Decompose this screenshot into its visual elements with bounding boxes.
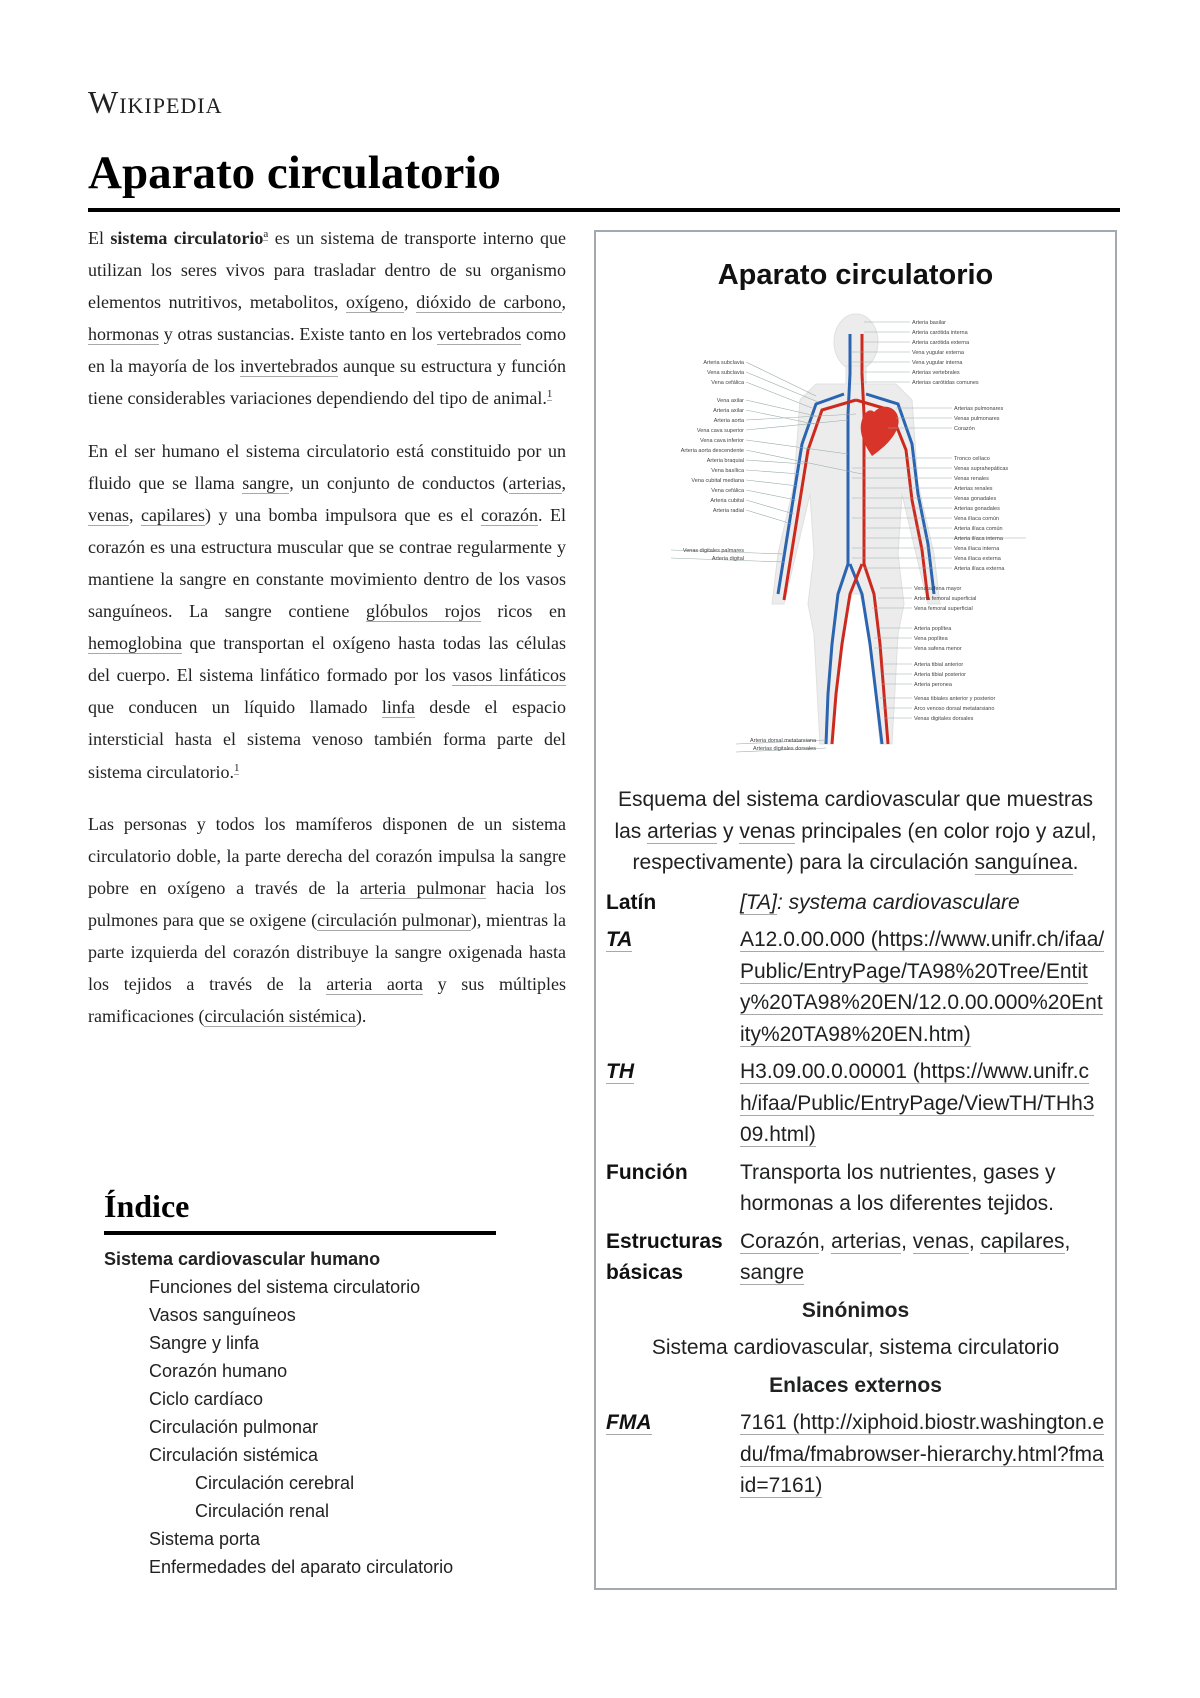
link-fma-value[interactable]: 7161 (http://xiphoid.biostr.washington.edu/fma/fmabrowser-hierarchy.html?fmaid=7161) (740, 1411, 1105, 1497)
row-value (740, 924, 1105, 1050)
toc-item[interactable]: Circulación renal (195, 1501, 330, 1521)
infobox-row-ta (596, 924, 1115, 1050)
bold-term: sistema circulatorio (110, 228, 264, 248)
paragraph-1 (88, 222, 566, 415)
infobox (594, 230, 1117, 1590)
figure-label: Venas pulmonares (953, 416, 1000, 422)
infobox-row-latin (596, 887, 1115, 919)
separator: , (1064, 1229, 1071, 1253)
text: principales (en color rojo y azul, respectivamente) para la circulación (632, 819, 1097, 874)
link-sanguinea[interactable]: sanguínea (974, 851, 1073, 874)
link-arteria-pulmonar[interactable]: arteria pulmonar (359, 877, 486, 898)
figure-label: Venas digitales dorsales (913, 716, 973, 722)
link-capilares[interactable]: capilares (141, 504, 205, 525)
link-ta-value[interactable]: A12.0.00.000 (https://www.unifr.ch/ifaa/Public/EntryPage/TA98%20Tree/Entity%20TA98%20EN/12.0.00.000%20Entity%20TA98%20EN.htm) (740, 928, 1105, 1046)
link-arterias[interactable]: arterias (831, 1229, 902, 1253)
figure-label: Arteria carótida interna (911, 330, 968, 336)
figure-label: Vena cubital mediana (690, 478, 744, 484)
figure-label: Arterias vertebrales (911, 370, 960, 376)
figure-label: Arterias gonadales (953, 506, 1000, 512)
figure-label: Vena ilíaca común (953, 516, 999, 522)
link-vasos-linfaticos[interactable]: vasos linfáticos (452, 665, 567, 686)
figure-label: Arteria ilíaca interna (953, 536, 1003, 542)
text: , (561, 472, 566, 493)
row-value (740, 1407, 1105, 1502)
text: , (128, 504, 141, 525)
figure-label: Vena ilíaca externa (953, 556, 1001, 562)
figure-label: Arteria tibial anterior (913, 662, 963, 668)
link-sangre[interactable]: sangre (740, 1261, 805, 1284)
row-label: Estructuras básicas (606, 1229, 723, 1284)
link-ta[interactable]: [TA] (740, 890, 777, 914)
link-arterias[interactable]: arterias (647, 819, 718, 843)
figure-label: Venas renales (953, 476, 989, 482)
figure-label: Vena cava superior (696, 428, 744, 434)
figure-label: Corazón (953, 426, 975, 432)
text: Esquema del sistema cardiovascular que muestras las (614, 788, 1094, 843)
link-sangre[interactable]: sangre (242, 472, 290, 493)
reference-1[interactable]: 1 (233, 761, 240, 774)
link-ta-label[interactable]: TA (606, 928, 633, 951)
text: Las personas y todos los mamíferos disponen de un sistema circulatorio doble, la parte derecha del corazón impulsa la sangre pobre en oxígeno a través de la (88, 813, 566, 898)
link-hemoglobina[interactable]: hemoglobina (88, 633, 182, 654)
figure-label: Arteria ilíaca común (953, 526, 1003, 532)
text: hacia los pulmones para que se oxigene ( (88, 877, 566, 930)
row-label (606, 1407, 740, 1502)
text: que conducen un líquido llamado (88, 697, 382, 718)
figure-label: Vena cefálica (710, 380, 744, 386)
paragraph-3 (88, 808, 566, 1033)
text: . (1072, 851, 1079, 874)
figure-label: Venas tibiales anterior y posterior (913, 696, 995, 702)
text: El (88, 228, 111, 248)
figure-label: Arteria digital (711, 556, 744, 562)
text: desde el espacio intersticial hasta el sistema venoso también forma parte del sistema circulatorio. (88, 697, 566, 782)
sinonimos-heading: Sinónimos (801, 1298, 910, 1322)
link-venas[interactable]: venas (739, 819, 796, 843)
figure-label: Arterias renales (953, 486, 993, 492)
figure-label: Vena ilíaca interna (953, 546, 999, 552)
link-globulos-rojos[interactable]: glóbulos rojos (366, 601, 481, 622)
row-value (740, 887, 1105, 919)
text: , (404, 292, 417, 313)
figure-label: Arterias pulmonares (953, 406, 1003, 412)
figure-label: Arteria dorsal metatarsiana (749, 738, 816, 744)
toc-title: Índice (104, 1188, 190, 1224)
figure-label: Arteria aorta (713, 418, 744, 424)
text: . El corazón es una estructura muscular que se contrae regularmente y mantiene la sangre en constante movimiento dentro de los vasos sanguíneos. La sangre contiene (88, 504, 566, 622)
separator: , (901, 1229, 913, 1253)
row-label: Latín (606, 890, 657, 914)
infobox-row-estructuras (596, 1226, 1115, 1289)
figure-label: Vena basílica (710, 468, 744, 474)
text: , un conjunto de conductos ( (289, 472, 509, 493)
text: ), mientras la parte izquierda del corazón distribuye la sangre oxigenada hasta los tejidos a través de la (88, 909, 566, 995)
link-circulacion-sistemica[interactable]: circulación sistémica (204, 1006, 356, 1027)
figure-label: Vena yugular interna (911, 360, 962, 366)
figure-label: Arteria peronea (913, 682, 952, 688)
sinonimos-value: Sistema cardiovascular, sistema circulatorio (651, 1336, 1060, 1359)
figure-label: Arco venoso dorsal metatarsiano (913, 706, 994, 712)
figure-label: Venas digitales palmares (682, 548, 744, 554)
toc-item[interactable]: Sistema cardiovascular humano (104, 1249, 381, 1269)
body-silhouette (772, 314, 940, 744)
figure-label: Arteria braquial (706, 458, 744, 464)
figure-label: Arterias carótidas comunes (911, 380, 979, 386)
figure-label: Vena cava inferior (699, 438, 744, 444)
row-value: Transporta los nutrientes, gases y hormonas a los diferentes tejidos. (740, 1160, 1056, 1215)
toc-item[interactable]: Corazón humano (149, 1361, 288, 1381)
link-venas[interactable]: venas (912, 1229, 969, 1253)
link-arterias[interactable]: arterias (508, 472, 562, 493)
link-hormonas[interactable]: hormonas (88, 324, 159, 345)
toc-item[interactable]: Sangre y linfa (149, 1333, 260, 1353)
link-fma-label[interactable]: FMA (606, 1411, 652, 1434)
link-linfa[interactable]: linfa (381, 697, 415, 718)
link-venas[interactable]: venas (88, 504, 129, 525)
figure-label: Tronco celíaco (953, 456, 990, 462)
link-arteria-aorta[interactable]: arteria aorta (326, 974, 423, 995)
article-body (88, 222, 566, 1052)
separator: , (968, 1229, 981, 1253)
link-corazon[interactable]: corazón (481, 504, 538, 525)
figure-label: Arteria basilar (911, 320, 946, 326)
link-th-value[interactable]: H3.09.00.0.00001 (https://www.unifr.ch/ifaa/Public/EntryPage/ViewTH/THh309.html) (740, 1060, 1095, 1146)
infobox-caption (614, 784, 1097, 879)
link-vertebrados[interactable]: vertebrados (437, 324, 522, 345)
row-value (740, 1226, 1105, 1289)
toc-item[interactable]: Vasos sanguíneos (149, 1305, 296, 1325)
toc-divider (104, 1231, 496, 1235)
figure-label: Arteria femoral superficial (913, 596, 976, 602)
separator: , (819, 1229, 832, 1253)
text: es un sistema de transporte interno que utilizan los seres vivos para trasladar dentro de su organismo elementos nutritivos, metabolitos, (88, 228, 566, 313)
text: En el ser humano el sistema circulatorio está constituido por un fluido que se llama (88, 440, 566, 493)
enlaces-heading: Enlaces externos (769, 1373, 942, 1397)
text: y sus múltiples ramificaciones ( (88, 974, 567, 1027)
text: que transportan el oxígeno hasta todas las células del cuerpo. El sistema linfático formado por los (88, 633, 566, 686)
infobox-row-funcion (596, 1157, 1115, 1220)
page-title: Aparato circulatorio (88, 147, 501, 199)
figure-label: Venas gonadales (953, 496, 996, 502)
text: aunque su estructura y función tiene considerables variaciones dependiendo del tipo de animal. (88, 356, 567, 409)
link-oxigeno[interactable]: oxígeno (346, 292, 404, 313)
figure-label: Arterias digitales dorsales (752, 746, 816, 752)
toc-item[interactable]: Funciones del sistema circulatorio (149, 1277, 421, 1297)
link-corazon[interactable]: Corazón (740, 1229, 820, 1253)
figure-label: Arteria cubital (709, 498, 744, 504)
text: ricos en (480, 601, 567, 622)
link-invertebrados[interactable]: invertebrados (240, 356, 338, 377)
toc-item[interactable]: Circulación cerebral (195, 1473, 355, 1493)
infobox-row-fma (596, 1407, 1115, 1502)
paragraph-2 (88, 435, 566, 788)
figure-label: Vena yugular externa (911, 350, 964, 356)
toc-item[interactable]: Ciclo cardíaco (149, 1389, 264, 1409)
infobox-title: Aparato circulatorio (717, 259, 994, 291)
toc-item[interactable]: Circulación pulmonar (149, 1417, 319, 1437)
link-circulacion-pulmonar[interactable]: circulación pulmonar (317, 909, 471, 930)
note-ref[interactable]: a (263, 228, 269, 240)
toc-item[interactable]: Enfermedades del aparato circulatorio (149, 1557, 454, 1577)
figure-label: Arteria ilíaca externa (953, 566, 1004, 572)
wikipedia-logo[interactable]: Wikipedia (88, 84, 223, 120)
figure-label: Venas suprahepáticas (953, 466, 1008, 472)
row-label (606, 924, 740, 1050)
figure-label: Arteria carótida externa (911, 340, 969, 346)
figure-label: Arteria tibial posterior (913, 672, 966, 678)
text: como en la mayoría de los (88, 324, 567, 377)
figure-label: Vena safena menor (913, 646, 962, 652)
table-of-contents (104, 1188, 504, 1581)
figure-label: Arteria poplítea (913, 626, 951, 632)
infobox-row-th (596, 1056, 1115, 1151)
figure-label: Arteria axilar (712, 408, 744, 414)
figure-label: Vena cefálica (710, 488, 744, 494)
circulatory-system-diagram[interactable] (666, 304, 1046, 774)
figure-label: Vena poplítea (913, 636, 948, 642)
toc-item[interactable]: Circulación sistémica (149, 1445, 319, 1465)
link-dioxido-carbono[interactable]: dióxido de carbono (416, 292, 562, 313)
link-th-label[interactable]: TH (606, 1060, 634, 1083)
row-label: Función (606, 1160, 688, 1184)
figure-label: Vena subclavia (706, 370, 744, 376)
text: ) y una bomba impulsora que es el (204, 504, 482, 525)
row-label (606, 1056, 740, 1151)
reference-1[interactable]: 1 (546, 388, 553, 401)
link-capilares[interactable]: capilares (980, 1229, 1065, 1253)
figure-label: Arteria subclavia (702, 360, 744, 366)
text: ). (355, 1006, 367, 1027)
figure-label: Arteria aorta descendente (680, 448, 744, 454)
figure-label: Vena safena mayor (913, 586, 961, 592)
text: , (561, 292, 567, 313)
row-value (740, 1056, 1105, 1151)
figure-label: Vena axilar (716, 398, 744, 404)
figure-label: Vena femoral superficial (913, 606, 973, 612)
figure-label: Arteria radial (712, 508, 744, 514)
text: : systema cardiovasculare (776, 890, 1020, 914)
text: y (717, 819, 740, 843)
text: y otras sustancias. Existe tanto en los (159, 324, 438, 345)
toc-item[interactable]: Sistema porta (149, 1529, 261, 1549)
title-divider (88, 208, 1120, 212)
